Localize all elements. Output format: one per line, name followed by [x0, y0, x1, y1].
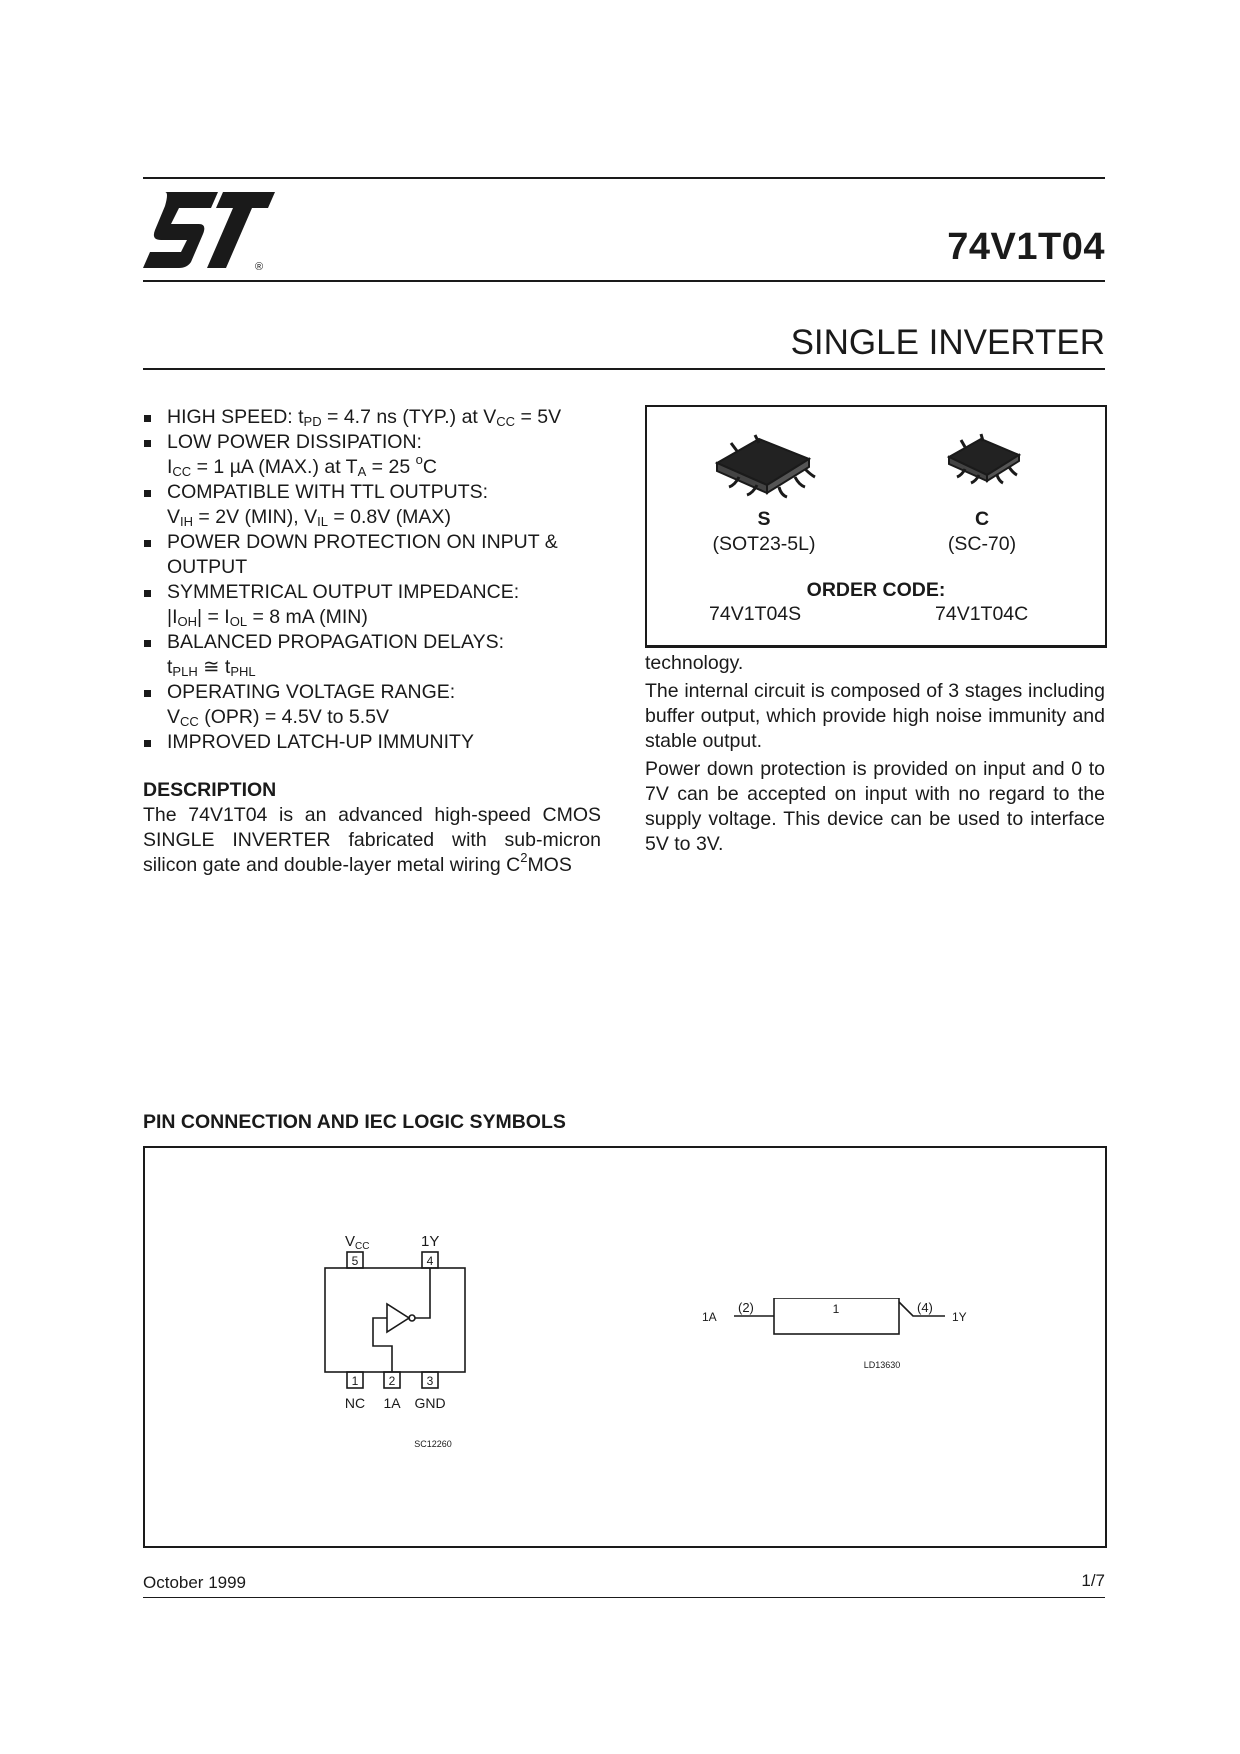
feature-line: COMPATIBLE WITH TTL OUTPUTS:: [167, 481, 489, 503]
feature-list: [143, 405, 613, 755]
pin-number: 4: [426, 1254, 434, 1268]
pinout-diagram: [315, 1218, 515, 1448]
pin-number: 1: [351, 1374, 359, 1388]
iec-output-label: 1Y: [952, 1310, 967, 1324]
iec-output-pin: (4): [917, 1300, 933, 1315]
pin-number: 2: [388, 1374, 396, 1388]
package-c-column: [882, 507, 1082, 557]
footer-rule: [143, 1597, 1105, 1598]
right-column-text: [645, 651, 1105, 860]
bullet-icon: [144, 540, 151, 547]
package-s-column: [664, 507, 864, 557]
feature-item: [143, 630, 613, 680]
feature-line: $V_{CC}$ (OPR) = 4.5V to 5.5V: [167, 706, 390, 729]
pinout-y-label: 1Y: [421, 1233, 440, 1250]
feature-item: [143, 530, 613, 580]
st-logo: [143, 190, 275, 272]
pin-label: 1A: [383, 1395, 401, 1411]
pin-number: 3: [426, 1374, 434, 1388]
pinout-figure-code: SC12260: [414, 1439, 452, 1448]
feature-item: [143, 480, 613, 530]
pin-number: 5: [351, 1254, 359, 1268]
feature-line: BALANCED PROPAGATION DELAYS:: [167, 631, 505, 653]
subtitle-rule: [143, 368, 1105, 370]
right-paragraph: The internal circuit is composed of 3 stages including buffer output, which provide high noise immunity and stable output.: [645, 680, 1105, 752]
feature-line: $V_{IH} = 2V$ (MIN), $V_{IL} = 0.8V$ (MAX): [167, 506, 451, 529]
package-s-code: S: [757, 508, 771, 530]
feature-line: LOW POWER DISSIPATION:: [167, 431, 422, 453]
right-paragraph: Power down protection is provided on input and 0 to 7V can be accepted on input with no regard to the supply voltage. This device can be used to interface 5V to 3V.: [645, 758, 1105, 855]
pin-connection-box: [143, 1146, 1107, 1548]
description-heading: DESCRIPTION: [143, 779, 277, 801]
package-box: [645, 405, 1107, 648]
iec-figure-code: LD13630: [863, 1360, 901, 1370]
iec-logic-symbol: [700, 1298, 1000, 1388]
header-rule: [143, 280, 1105, 282]
feature-item: [143, 580, 613, 630]
iec-input-pin: (2): [738, 1300, 754, 1315]
footer-page-number: 1/7: [1081, 1571, 1105, 1590]
feature-line: OPERATING VOLTAGE RANGE:: [167, 681, 456, 703]
bullet-icon: [144, 490, 151, 497]
description-paragraph: The 74V1T04 is an advanced high-speed CMOS SINGLE INVERTER fabricated with sub-micron silicon gate and double-layer metal wiring $C^2MOS$: [143, 804, 601, 876]
pin-connection-heading: PIN CONNECTION AND IEC LOGIC SYMBOLS: [143, 1111, 566, 1133]
bullet-icon: [144, 415, 151, 422]
bullet-icon: [144, 740, 151, 747]
order-code-c: 74V1T04C: [935, 603, 1029, 625]
iec-gate-label: 1: [832, 1302, 840, 1316]
iec-input-label: 1A: [702, 1310, 717, 1324]
footer-date: October 1999: [143, 1573, 247, 1592]
order-code-heading: ORDER CODE:: [806, 579, 946, 601]
feature-line: POWER DOWN PROTECTION ON INPUT &: [167, 531, 558, 553]
feature-line: OUTPUT: [167, 556, 248, 578]
pinout-vcc-label: $V_{CC}$: [345, 1233, 370, 1252]
feature-item: [143, 405, 613, 430]
sc70-package-icon: [943, 429, 1027, 489]
feature-line: $t_{PLH}$ ≅ $t_{PHL}$: [167, 656, 256, 679]
pin-label: NC: [344, 1395, 366, 1411]
feature-line: IMPROVED LATCH-UP IMMUNITY: [167, 731, 474, 753]
bullet-icon: [144, 590, 151, 597]
feature-line: SYMMETRICAL OUTPUT IMPEDANCE:: [167, 581, 520, 603]
feature-line: HIGH SPEED: $t_{PD} = 4.7$ ns (TYP.) at $V_{CC} = 5V$: [167, 406, 562, 429]
package-c-code: C: [974, 508, 990, 530]
document-subtitle: SINGLE INVERTER: [790, 323, 1105, 362]
feature-line: $|I_{OH}| = I_{OL} = 8$ mA (MIN): [167, 606, 368, 629]
package-s-name: (SOT23-5L): [712, 533, 816, 555]
feature-item: [143, 680, 613, 730]
bullet-icon: [144, 690, 151, 697]
feature-line: $I_{CC} = 1$ µA (MAX.) at $T_A = 25$ $^o$C: [167, 452, 437, 479]
order-code-s: 74V1T04S: [709, 603, 802, 625]
right-paragraph: technology.: [645, 652, 744, 674]
sot23-package-icon: [709, 429, 819, 501]
pin-label: GND: [414, 1395, 446, 1411]
feature-item: [143, 730, 613, 755]
top-rule: [143, 177, 1105, 179]
package-c-name: (SC-70): [947, 533, 1017, 555]
feature-item: [143, 430, 613, 480]
bullet-icon: [144, 640, 151, 647]
part-number: 74V1T04: [947, 226, 1105, 268]
bullet-icon: [144, 440, 151, 447]
svg-text:®: ®: [255, 261, 264, 272]
